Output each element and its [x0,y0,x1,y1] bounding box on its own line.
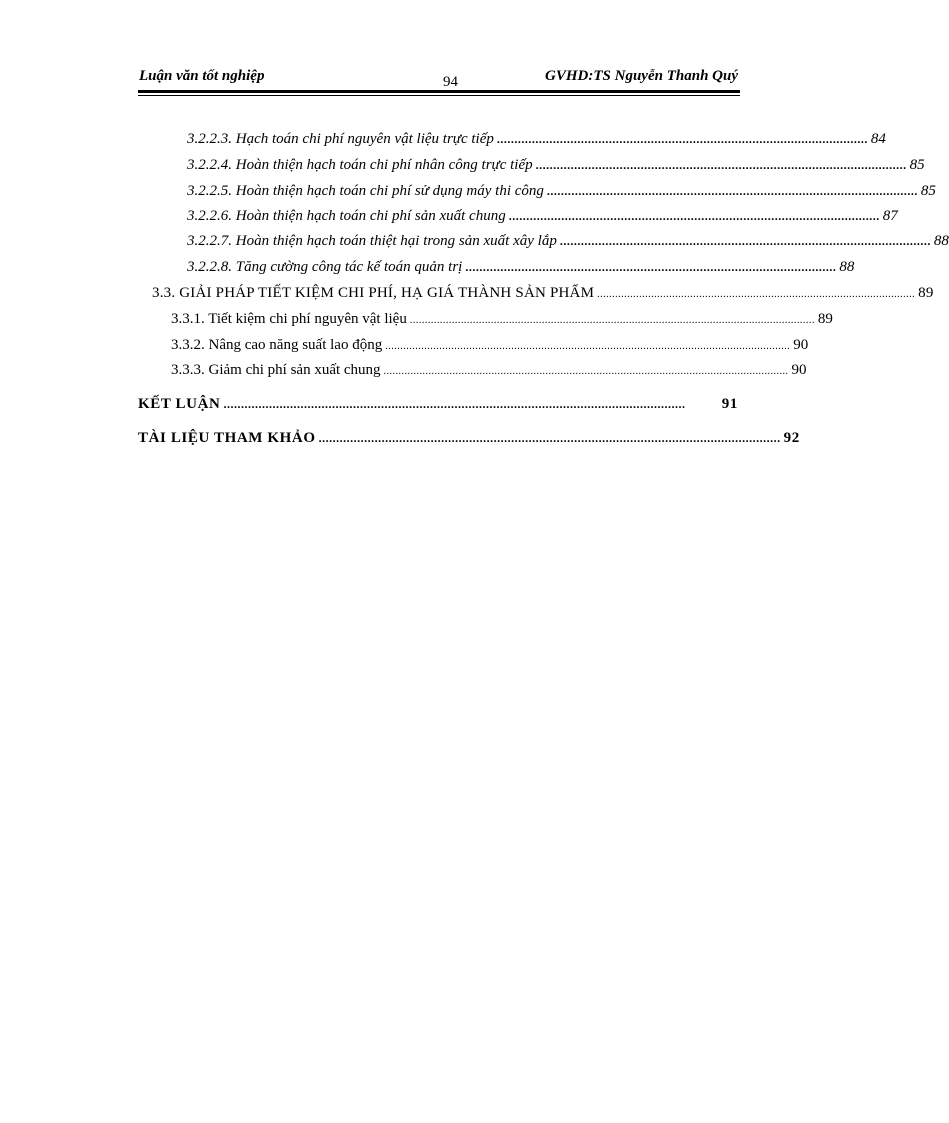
toc-entry-3-3-2 [171,337,809,354]
header-rule-thin [138,95,740,96]
toc-entry-3-2-2-4 [187,157,925,174]
toc-entry-3-2-2-8 [187,259,855,276]
toc-entry-page: 91 [721,396,738,412]
toc-entry-page: 92 [783,430,800,446]
toc-entry-3-2-2-7 [187,233,949,250]
toc-dot-leader: ....................................................................................................................................... [383,366,789,377]
toc-dot-leader: .......................................................................................................... [508,209,880,223]
toc-dot-leader: .......................................................................................................... [465,260,837,274]
header-rule-thick [138,90,740,93]
toc-entry-3-2-2-3 [187,131,886,148]
header-page-number: 94 [443,74,458,90]
toc-entry-3-3-1 [171,311,833,328]
header-supervisor: GVHD:TS Nguyễn Thanh Quý [545,68,738,84]
toc-dot-leader: .......................................................................................................... [597,289,916,300]
toc-entry-page: 90 [791,362,807,378]
toc-entry-label: 3.2.2.8. Tăng cường công tác kế toán quản trị [187,259,463,275]
toc-entry-page: 85 [920,183,936,199]
toc-entry-page: 87 [882,208,898,224]
toc-entry-3-2-2-5 [187,183,936,200]
toc-entry-page: 89 [817,311,833,327]
toc-entry-conclusion [138,396,738,413]
toc-dot-leader: .......................................................................................................... [496,132,868,146]
toc-entry-3-2-2-6 [187,208,898,225]
toc-dot-leader: ....................................................................................................................................... [385,341,791,352]
toc-entry-label: 3.3.3. Giảm chi phí sản xuất chung [171,362,381,378]
toc-entry-label: 3.2.2.7. Hoàn thiện hạch toán thiệt hại trong sản xuất xây lắp [187,233,557,249]
toc-entry-page: 88 [839,259,855,275]
toc-entry-label: KẾT LUẬN [138,396,221,412]
toc-entry-label: 3.3.1. Tiết kiệm chi phí nguyên vật liệu [171,311,407,327]
toc-dot-leader: .......................................................................................................... [535,158,907,172]
toc-entry-label: 3.3. GIẢI PHÁP TIẾT KIỆM CHI PHÍ, HẠ GIÁ THÀNH SẢN PHẨM [152,285,595,301]
toc-entry-label: 3.2.2.5. Hoàn thiện hạch toán chi phí sử dụng máy thi công [187,183,544,199]
toc-entry-label: TÀI LIỆU THAM KHẢO [138,430,316,446]
toc-dot-leader: .................................................................................................................................... [223,397,686,411]
toc-dot-leader: ....................................................................................................................................... [409,315,815,326]
toc-entry-label: 3.2.2.3. Hạch toán chi phí nguyên vật liệu trực tiếp [187,131,494,147]
toc-entry-page: 89 [918,285,934,301]
toc-dot-leader: .......................................................................................................... [559,234,931,248]
toc-entry-label: 3.2.2.4. Hoàn thiện hạch toán chi phí nhân công trực tiếp [187,157,533,173]
toc-entry-label: 3.2.2.6. Hoàn thiện hạch toán chi phí sản xuất chung [187,208,506,224]
header-thesis-title: Luận văn tốt nghiệp [139,68,265,84]
toc-entry-references [138,430,800,447]
toc-entry-page: 90 [793,337,809,353]
toc-entry-page: 88 [933,233,949,249]
toc-entry-label: 3.3.2. Nâng cao năng suất lao động [171,337,383,353]
toc-dot-leader: .......................................................................................................... [546,184,918,198]
toc-entry-3-3 [152,285,934,302]
toc-entry-page: 85 [909,157,925,173]
toc-dot-leader: .................................................................................................................................... [318,431,781,445]
toc-entry-3-3-3 [171,362,807,379]
toc-entry-page: 84 [870,131,886,147]
